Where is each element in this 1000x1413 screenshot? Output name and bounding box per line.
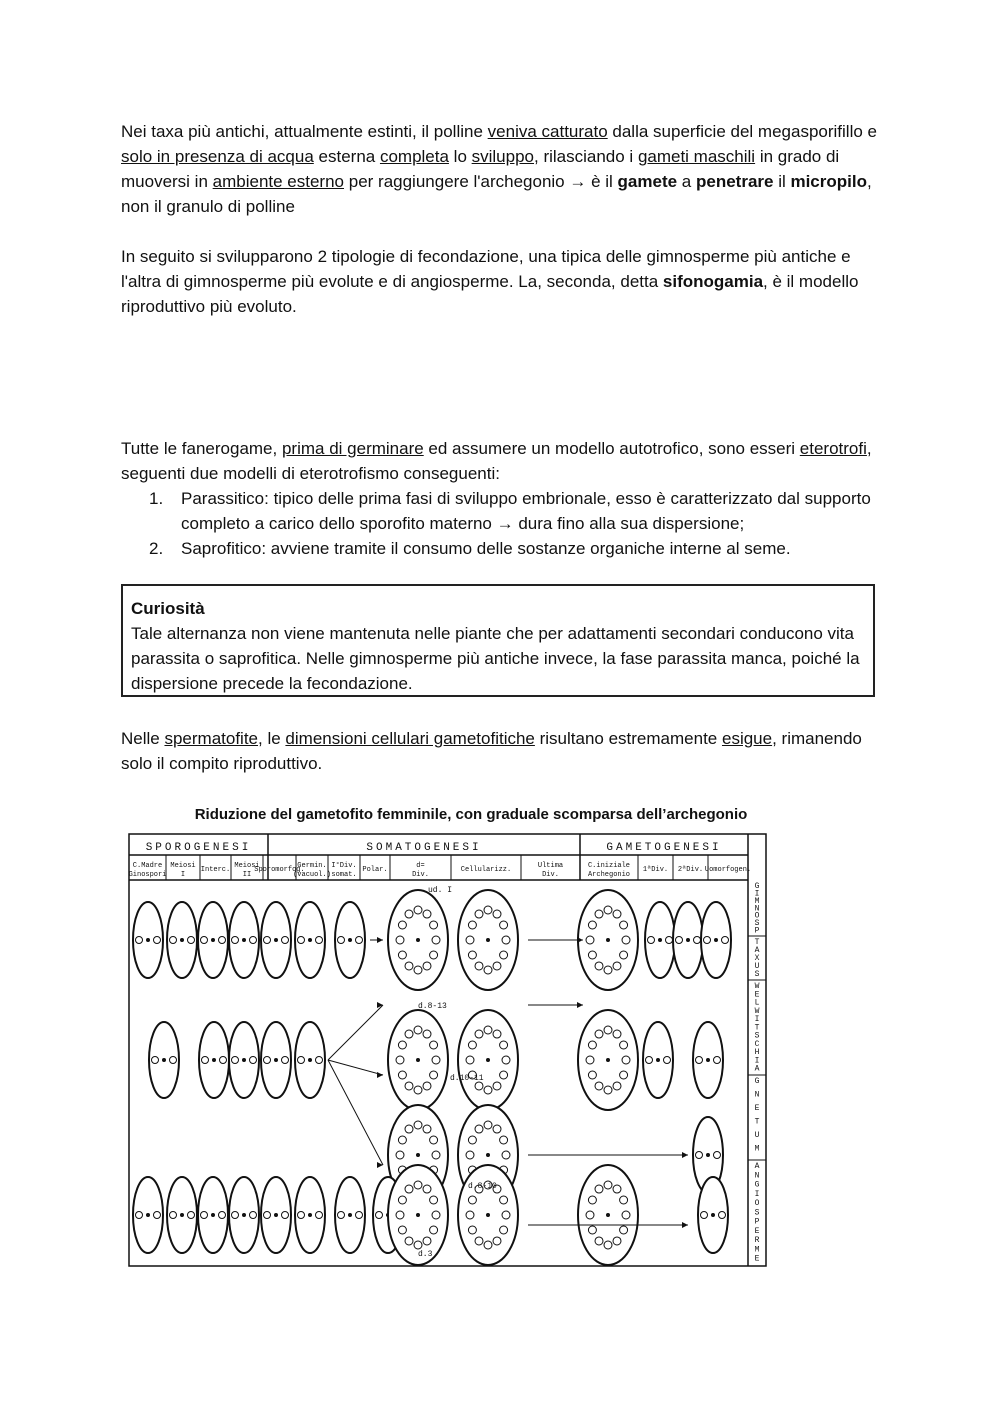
underlined-text: eterotrofi: [799, 439, 867, 458]
arrow-head: [577, 1002, 583, 1008]
side-label-letter: S: [754, 970, 760, 979]
annotation-label: d.10-11: [450, 1074, 484, 1083]
side-label-letter: T: [754, 938, 760, 947]
side-label-letter: R: [754, 1236, 760, 1246]
column-label: C.Madre Ginospori: [128, 862, 167, 879]
list-item-parasitic: [149, 486, 941, 536]
side-label-letter: U: [754, 962, 760, 971]
column-label: Sporomorfog.: [254, 866, 305, 874]
column-label: C.iniziale Archegonio: [587, 862, 631, 879]
side-label-letter: M: [754, 896, 760, 906]
header-group-label: SPOROGENESI: [145, 842, 252, 854]
column-label: Meiosi I: [170, 862, 196, 879]
side-label-letter: C: [754, 1039, 760, 1049]
curiosity-title: Curiosità: [131, 599, 205, 618]
side-label-letter: M: [754, 1144, 760, 1154]
side-label-letter: O: [754, 1199, 760, 1209]
nucleus-dot: [486, 938, 490, 942]
nucleus-dot: [416, 1153, 420, 1157]
text-run: , rimanendo solo il compito riproduttivo.: [121, 729, 862, 773]
side-label-letter: E: [754, 1254, 760, 1264]
text-run: organiche interne al: [585, 539, 745, 558]
text-run: ed assumere un modello autotrofico, sono esseri: [423, 439, 800, 458]
side-label-letter: N: [754, 904, 760, 914]
text-run: .: [785, 539, 791, 558]
paragraph-heterotrophs: [121, 436, 881, 486]
bold-text: micropilo: [790, 172, 867, 191]
bold-text: Saprofitico: [181, 539, 262, 558]
nucleus-dot: [242, 938, 246, 942]
column-label: Cellularizz.: [460, 866, 512, 874]
bold-text: penetrare: [695, 172, 774, 191]
side-label-letter: E: [754, 990, 760, 1000]
side-label-letter: I: [754, 1015, 760, 1025]
bold-text: gamete: [617, 172, 678, 191]
text-run: In seguito si svilupparono 2 tipologie di fecondazione, una tipica delle gimnosperme più antiche e l'altra di gimnosperme più evolute e di angiosperme. La, seconda, detta: [121, 247, 851, 291]
text-run: lo: [448, 147, 472, 166]
side-label-letter: A: [754, 1064, 760, 1074]
underlined-text: consumo delle sostanze: [403, 539, 586, 558]
paragraph-fertilization-types: [121, 244, 881, 319]
column-label: 2ªDiv.: [677, 866, 704, 874]
underlined-text: supporto: [804, 489, 871, 508]
text-run: esterna: [313, 147, 380, 166]
annotation-label: d.3: [418, 1250, 433, 1259]
nucleus-dot: [308, 1213, 312, 1217]
underlined-text: a carico dello sporofito materno: [249, 514, 492, 533]
heterotrophy-list: [121, 486, 941, 561]
side-label-letter: H: [754, 1048, 760, 1058]
side-label-letter: G: [754, 882, 760, 891]
text-run: , rilasciando i: [534, 147, 638, 166]
annotation-label: d.8-10: [468, 1182, 497, 1191]
nucleus-dot: [211, 938, 215, 942]
nucleus-dot: [658, 938, 662, 942]
figure-title: Riduzione del gametofito femminile, con graduale scomparsa dell’archegonio: [194, 806, 748, 823]
paragraph-pollen-capture: [121, 119, 881, 219]
nucleus-dot: [606, 1058, 610, 1062]
underlined-text: spermatofite: [164, 729, 259, 748]
text-run: per raggiungere l'archegonio → è il: [344, 172, 618, 191]
text-run: : avviene tramite il: [261, 539, 404, 558]
side-label-letter: P: [754, 926, 760, 936]
column-label: d= Div.: [412, 862, 429, 879]
text-run: , seguenti due modelli di eterotrofismo conseguenti:: [121, 439, 872, 483]
side-label-letter: T: [754, 1023, 760, 1033]
nucleus-dot: [274, 1058, 278, 1062]
text-run: Nei taxa più antichi, attualmente estinti, il polline: [121, 122, 488, 141]
nucleus-dot: [486, 1213, 490, 1217]
list-item-text: [181, 489, 871, 533]
nucleus-dot: [416, 1213, 420, 1217]
column-label: Germin. (vacuol.): [293, 862, 331, 879]
nucleus-dot: [706, 1153, 710, 1157]
side-label-letter: I: [754, 1056, 760, 1066]
nucleus-dot: [274, 938, 278, 942]
curiosity-text: Tale alternanza non viene mantenuta nelle piante che per adattamenti secondari conducono vita parassita o saprofitica. Nelle gimnosperme più antiche invece, la fase parassita manca, poiché la dispersione precede la fecondazione.: [131, 624, 860, 693]
annotation-label: ud. I: [428, 886, 453, 895]
column-label: Interc.: [200, 866, 231, 874]
nucleus-dot: [242, 1213, 246, 1217]
side-label-letter: I: [754, 889, 760, 899]
text-run: completo: [181, 514, 250, 533]
side-label-letter: G: [754, 1077, 760, 1086]
nucleus-dot: [486, 1153, 490, 1157]
underlined-text: prima di germinare: [281, 439, 424, 458]
nucleus-dot: [274, 1213, 278, 1217]
side-label-letter: N: [754, 1171, 760, 1181]
text-run: : tipico delle prima fasi di sviluppo embrionale, esso è caratterizzato dal: [264, 489, 805, 508]
underlined-text: gameti maschili: [637, 147, 756, 166]
side-label-letter: E: [754, 1226, 760, 1236]
side-label-letter: S: [754, 1031, 760, 1041]
arrow-head: [682, 1222, 688, 1228]
side-label-letter: U: [754, 1131, 760, 1140]
nucleus-dot: [348, 1213, 352, 1217]
side-label-letter: X: [754, 954, 760, 963]
side-label-letter: S: [754, 1208, 760, 1218]
text-run: , non il granulo di polline: [121, 172, 872, 216]
side-label-letter: P: [754, 1217, 760, 1227]
bold-text: sifonogamia: [662, 272, 764, 291]
nucleus-dot: [486, 1058, 490, 1062]
nucleus-dot: [308, 938, 312, 942]
side-label-letter: E: [754, 1104, 760, 1113]
underlined-text: dimensioni cellulari gametofitiche: [285, 729, 535, 748]
nucleus-dot: [606, 1213, 610, 1217]
arrow-head: [377, 1072, 383, 1078]
column-label: Meiosi II: [234, 862, 260, 879]
paragraph-spermatophytes: [121, 726, 881, 776]
text-run: risultano estremamente: [534, 729, 722, 748]
list-number: 1.: [149, 489, 164, 508]
column-label: I°Div. somat.: [331, 862, 357, 879]
nucleus-dot: [242, 1058, 246, 1062]
gametophyte-reduction-diagram: [128, 830, 773, 1270]
underlined-text: veniva catturato: [487, 122, 608, 141]
nucleus-dot: [686, 938, 690, 942]
text-run: il: [773, 172, 791, 191]
annotation-label: d.8-13: [418, 1002, 447, 1011]
side-label-letter: G: [754, 1180, 760, 1190]
underlined-text: esigue: [721, 729, 773, 748]
text-run: → dura fino alla sua dispersione;: [491, 514, 745, 533]
curiosity-box: [121, 584, 875, 697]
nucleus-dot: [308, 1058, 312, 1062]
arrow-line: [328, 1060, 383, 1165]
nucleus-dot: [348, 938, 352, 942]
nucleus-dot: [146, 938, 150, 942]
side-label-letter: W: [754, 982, 760, 991]
nucleus-dot: [146, 1213, 150, 1217]
arrow-head: [377, 1002, 383, 1008]
side-label-letter: M: [754, 1245, 760, 1255]
text-run: Nelle: [121, 729, 165, 748]
nucleus-dot: [180, 1213, 184, 1217]
text-run: in grado di muoversi in: [121, 147, 840, 191]
side-label-letter: L: [754, 998, 760, 1008]
nucleus-dot: [711, 1213, 715, 1217]
column-label: 1ªDiv.: [642, 866, 669, 874]
text-run: Tutte le fanerogame,: [121, 439, 282, 458]
side-label-letter: O: [754, 911, 760, 921]
side-label-letter: A: [754, 946, 760, 955]
side-label-letter: S: [754, 919, 760, 929]
nucleus-dot: [212, 1058, 216, 1062]
side-label-letter: I: [754, 1189, 760, 1199]
text-run: , le: [258, 729, 286, 748]
text-run: , è il modello riproduttivo più evoluto.: [121, 272, 859, 316]
column-label: Ultima Div.: [537, 862, 564, 879]
nucleus-dot: [706, 1058, 710, 1062]
column-label: Polar.: [362, 866, 388, 874]
side-label-letter: A: [754, 1162, 760, 1171]
arrow-line: [328, 1005, 383, 1060]
text-run: a: [677, 172, 696, 191]
nucleus-dot: [606, 938, 610, 942]
list-item-saprophytic: [149, 536, 941, 561]
list-number: 2.: [149, 539, 164, 558]
side-label-letter: T: [754, 1117, 760, 1127]
header-group-label: GAMETOGENESI: [606, 842, 722, 854]
nucleus-dot: [416, 1058, 420, 1062]
nucleus-dot: [162, 1058, 166, 1062]
side-label-letter: W: [754, 1006, 760, 1016]
underlined-text: sviluppo: [471, 147, 534, 166]
nucleus-dot: [180, 938, 184, 942]
underlined-text: completa: [379, 147, 449, 166]
nucleus-dot: [656, 1058, 660, 1062]
underlined-text: ambiente esterno: [212, 172, 345, 191]
text-run: dalla superficie del megasporifillo e: [607, 122, 877, 141]
nucleus-dot: [211, 1213, 215, 1217]
header-group-label: SOMATOGENESI: [366, 842, 482, 854]
arrow-head: [682, 1152, 688, 1158]
side-label-letter: N: [754, 1090, 760, 1100]
nucleus-dot: [416, 938, 420, 942]
list-item-text: [181, 539, 791, 558]
arrow-head: [377, 937, 383, 943]
column-label: Uomorfogen.: [704, 866, 752, 874]
arrow-line: [328, 1060, 383, 1075]
underlined-text: seme: [744, 539, 786, 558]
underlined-text: solo in presenza di acqua: [121, 147, 314, 166]
nucleus-dot: [714, 938, 718, 942]
bold-text: Parassitico: [181, 489, 265, 508]
